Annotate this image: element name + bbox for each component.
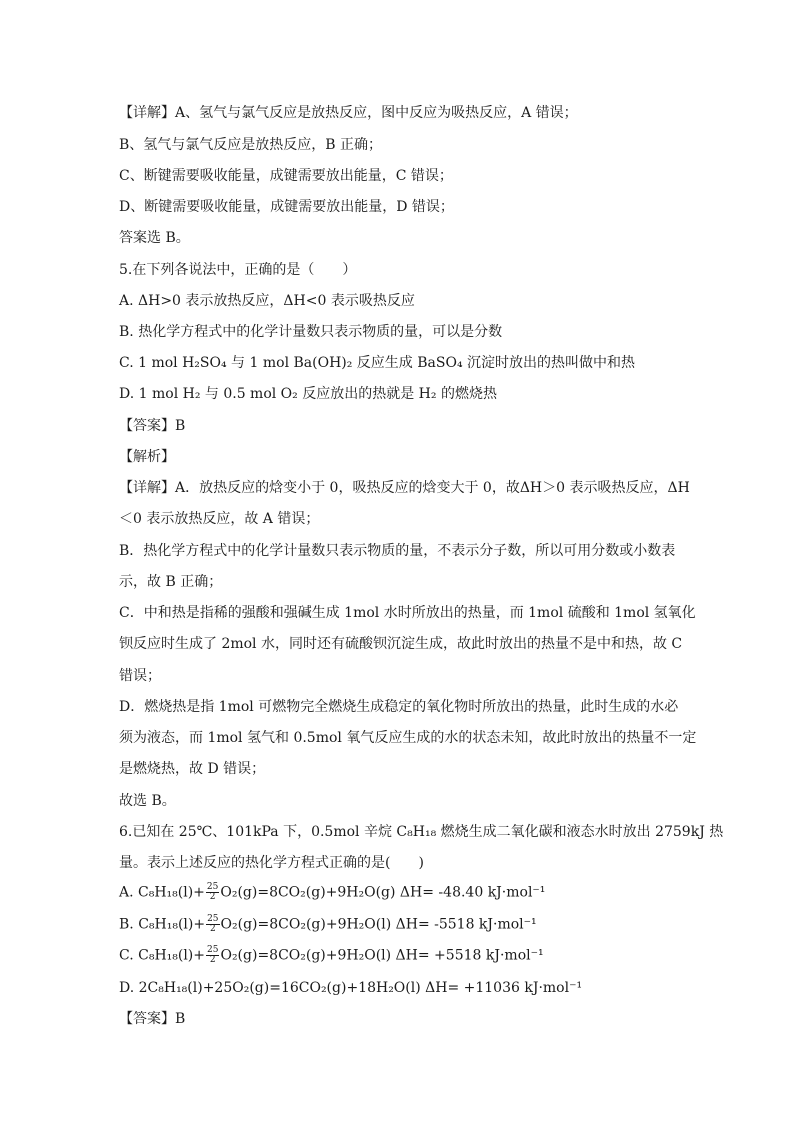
text-line: 须为液态，而 1mol 氢气和 0.5mol 氧气反应生成的水的状态未知，故此时放出的热量不一定 (119, 730, 697, 746)
option-equation: O₂(g)=8CO₂(g)+9H₂O(g) ΔH= -48.40 kJ·mol⁻¹ (220, 884, 546, 901)
question-5-option-c: C. 1 mol H₂SO₄ 与 1 mol Ba(OH)₂ 反应生成 BaSO₄ 沉淀时放出的热叫做中和热 (119, 355, 636, 371)
question-5-stem: 5.在下列各说法中，正确的是（ ） (119, 262, 357, 278)
text-line: 是燃烧热，故 D 错误； (119, 761, 266, 777)
text-line: 钡反应时生成了 2mol 水，同时还有硫酸钡沉淀生成，故此时放出的热量不是中和热，故 C (119, 636, 683, 652)
text-line: D、断键需要吸收能量，成键需要放出能量，D 错误； (119, 199, 454, 215)
fraction-numerator: 25 (206, 882, 219, 892)
question-5-option-b: B. 热化学方程式中的化学计量数只表示物质的量，可以是分数 (119, 324, 503, 340)
fraction (206, 883, 219, 902)
answer-label: 【答案】B (119, 1011, 186, 1027)
question-5-option-a: A. ΔH>0 表示放热反应，ΔH<0 表示吸热反应 (119, 293, 415, 309)
question-6-option-b (119, 915, 679, 934)
text-line: ＜0 表示放热反应，故 A 错误； (119, 511, 320, 527)
text-line: D．燃烧热是指 1mol 可燃物完全燃烧生成稳定的氧化物时所放出的热量，此时生成的水必 (119, 699, 679, 715)
fraction-numerator: 25 (207, 914, 219, 924)
answer-label: 【答案】B (119, 418, 186, 434)
text-line: B．热化学方程式中的化学计量数只表示物质的量，不表示分子数，所以可用分数或小数表 (119, 543, 676, 559)
option-label: B. C₈H₁₈(l)+ (119, 916, 206, 933)
option-label: C. C₈H₁₈(l)+ (119, 947, 206, 964)
question-6-stem: 6.已知在 25℃、101kPa 下，0.5mol 辛烷 C₈H₁₈ 燃烧生成二氧化碳和液态水时放出 2759kJ 热 (119, 824, 724, 840)
option-label: A. C₈H₁₈(l)+ (119, 884, 205, 901)
option-equation: O₂(g)=8CO₂(g)+9H₂O(l) ΔH= +5518 kJ·mol⁻¹ (220, 947, 544, 964)
text-line: 故选 B。 (119, 793, 176, 809)
fraction (206, 946, 219, 965)
fraction-numerator: 25 (207, 945, 219, 955)
analysis-label: 【解析】 (119, 449, 175, 465)
fraction-denominator: 2 (209, 892, 216, 902)
text-line: 答案选 B。 (119, 230, 190, 246)
fraction (206, 915, 219, 934)
question-5-option-d: D. 1 mol H₂ 与 0.5 mol O₂ 反应放出的热就是 H₂ 的燃烧热 (119, 386, 497, 402)
fraction-denominator: 2 (209, 955, 216, 965)
question-6-option-a (119, 883, 679, 902)
fraction-denominator: 2 (209, 924, 216, 934)
text-line: C、断键需要吸收能量，成键需要放出能量，C 错误； (119, 168, 453, 184)
option-equation: O₂(g)=8CO₂(g)+9H₂O(l) ΔH= -5518 kJ·mol⁻¹ (220, 916, 537, 933)
text-line: 【详解】A．放热反应的焓变小于 0，吸热反应的焓变大于 0，故ΔH＞0 表示吸热反应，ΔH (119, 480, 690, 496)
text-line: 示，故 B 正确； (119, 574, 223, 590)
question-6-stem-cont: 量。表示上述反应的热化学方程式正确的是( ) (119, 855, 424, 871)
question-6-option-c (119, 946, 679, 965)
text-line: 错误； (119, 668, 161, 684)
text-line: 【详解】A、氢气与氯气反应是放热反应，图中反应为吸热反应，A 错误； (119, 105, 578, 121)
question-6-option-d: D. 2C₈H₁₈(l)+25O₂(g)=16CO₂(g)+18H₂O(l) ΔH= +11036 kJ·mol⁻¹ (119, 980, 583, 996)
text-line: C．中和热是指稀的强酸和强碱生成 1mol 水时所放出的热量，而 1mol 硫酸和 1mol 氢氧化 (119, 605, 696, 621)
text-line: B、氢气与氯气反应是放热反应，B 正确； (119, 137, 383, 153)
